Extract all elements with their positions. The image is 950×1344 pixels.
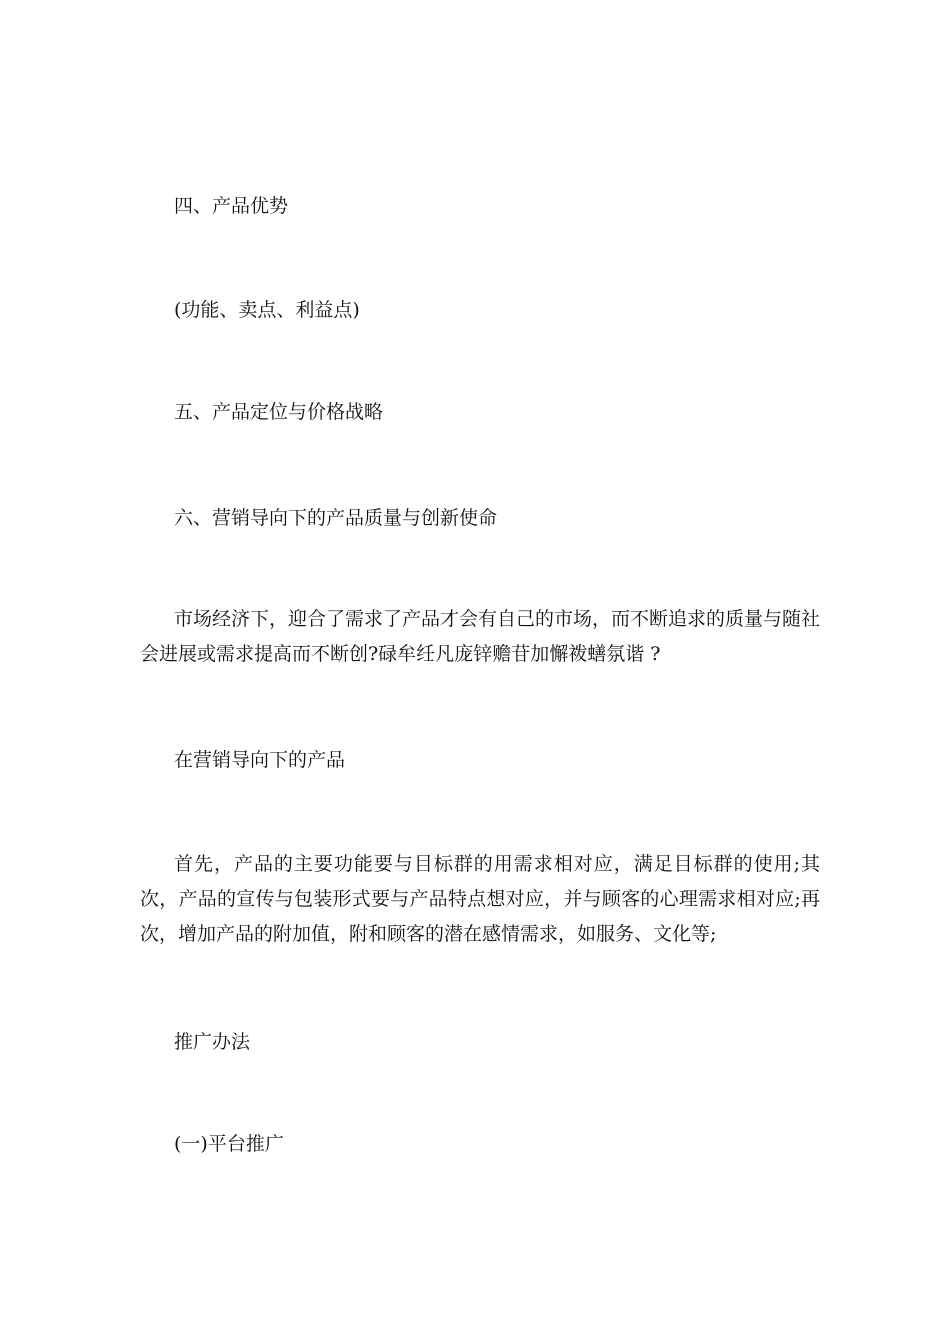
promotion-heading: 推广办法 bbox=[174, 1031, 251, 1053]
section-four-title: 四、产品优势 bbox=[174, 195, 289, 217]
platform-heading: (一)平台推广 bbox=[174, 1133, 284, 1155]
first-paragraph: 首先，产品的主要功能要与目标群的用需求相对应，满足目标群的使用;其次，产品的宣传与包装形式要与产品特点想对应，并与顾客的心理需求相对应;再次，增加产品的附加值，附和顾客的潜在感情需求，如服务、文化等; bbox=[140, 853, 820, 945]
product-heading: 在营销导向下的产品 bbox=[174, 749, 346, 771]
section-four-subtitle: (功能、卖点、利益点) bbox=[174, 299, 360, 321]
section-five-title: 五、产品定位与价格战略 bbox=[174, 401, 384, 423]
market-paragraph: 市场经济下，迎合了需求了产品才会有自己的市场，而不断追求的质量与随社会进展或需求提高而不断创?碌牟纴凡庞锌赡苷加懈袯蟮氛谐 ? bbox=[140, 608, 821, 665]
section-six-title: 六、营销导向下的产品质量与创新使命 bbox=[174, 507, 498, 529]
